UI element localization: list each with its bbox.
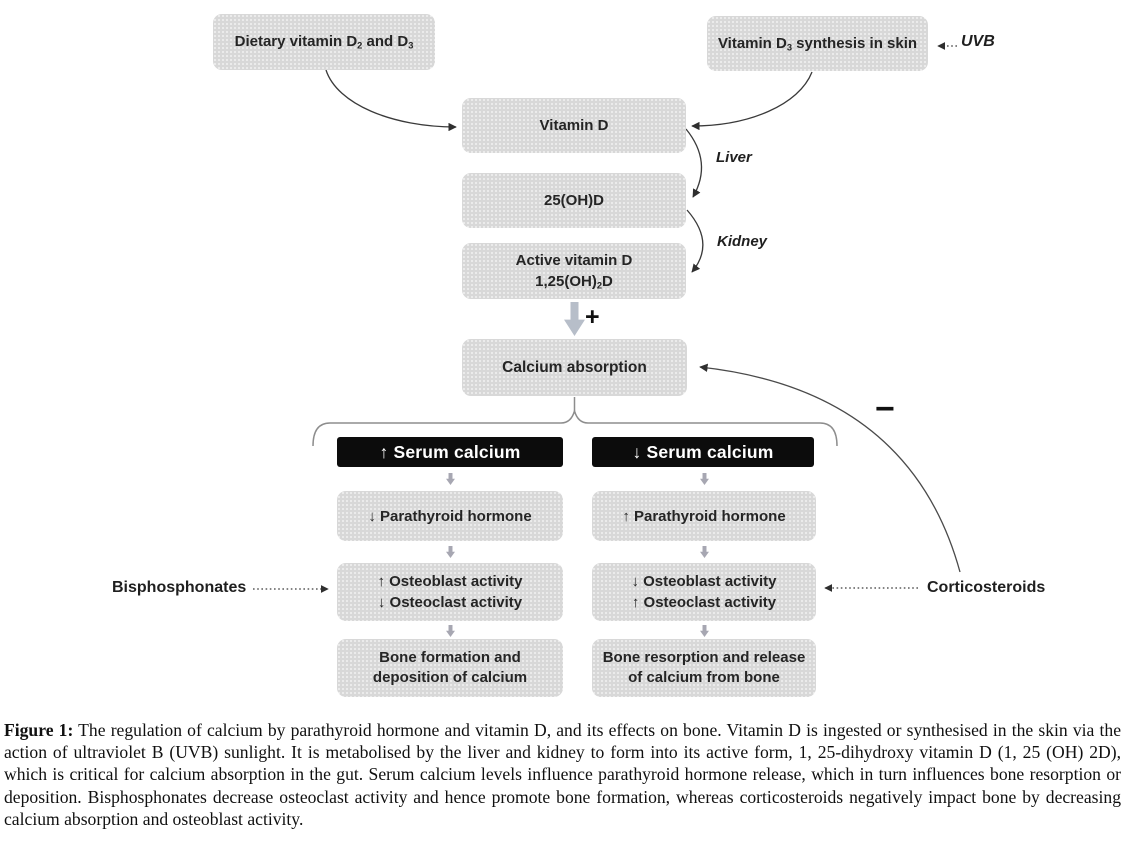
node-serum-calcium-low bbox=[592, 437, 814, 467]
arrow-negative-feedback bbox=[700, 367, 960, 572]
figure-caption-number: Figure 1: bbox=[4, 720, 74, 740]
uvb-label: UVB bbox=[961, 33, 995, 50]
osteoclast-up-label: ↑ Osteoclast activity bbox=[631, 594, 777, 611]
node-parathyroid-hormone-up bbox=[592, 491, 816, 541]
node-25ohd-label: 25(OH)D bbox=[543, 192, 604, 209]
mini-down-arrow-icon bbox=[446, 473, 455, 485]
node-dietary-vitamin-d-label: Dietary vitamin $D_2$ and $D_3$ bbox=[234, 33, 414, 51]
bisphosphonates-label: Bisphosphonates bbox=[112, 579, 247, 596]
node-bone-resorption bbox=[592, 639, 816, 697]
mini-down-arrow-icon bbox=[446, 546, 455, 558]
mini-down-arrow-icon bbox=[700, 473, 709, 485]
node-parathyroid-hormone-down bbox=[337, 491, 563, 541]
down-block-arrow-icon bbox=[564, 302, 585, 336]
node-bone-formation bbox=[337, 639, 563, 697]
node-calcium-absorption-label: Calcium absorption bbox=[502, 358, 647, 376]
node-vitamin-d3-skin-synthesis-label: Vitamin $D_3$ synthesis in skin bbox=[717, 34, 918, 53]
node-active-vitamin-d bbox=[462, 243, 686, 299]
node-serum-calcium-high bbox=[337, 437, 563, 467]
node-vitamin-d3-skin-synthesis bbox=[707, 16, 928, 71]
mini-down-arrow-icon bbox=[446, 625, 455, 637]
plus-sign: + bbox=[585, 303, 600, 331]
minus-sign: − bbox=[875, 390, 895, 428]
mini-down-arrow-icon bbox=[700, 546, 709, 558]
node-calcium-absorption bbox=[462, 339, 687, 396]
node-vitamin-d-label: Vitamin D bbox=[539, 117, 609, 134]
node-bone-formation-label: Bone formation and deposition of calcium bbox=[372, 648, 528, 686]
figure-caption bbox=[4, 719, 1121, 830]
liver-label: Liver bbox=[716, 149, 752, 166]
osteoblast-up-label: ↑ Osteoblast activity bbox=[377, 573, 523, 590]
kidney-label: Kidney bbox=[717, 233, 768, 250]
node-dietary-vitamin-d bbox=[213, 14, 435, 70]
node-serum-calcium-high-label: ↑ Serum calcium bbox=[379, 441, 521, 462]
node-osteoblast-up-osteoclast-down bbox=[337, 563, 563, 621]
arrow-kidney-conversion bbox=[687, 210, 703, 272]
node-vitamin-d bbox=[462, 98, 686, 153]
node-active-vitamin-d-line1: Active vitamin D bbox=[515, 251, 633, 269]
mini-down-arrow-icon bbox=[700, 625, 709, 637]
osteoblast-down-label: ↓ Osteoblast activity bbox=[631, 573, 777, 590]
node-osteoblast-down-osteoclast-up bbox=[592, 563, 816, 621]
osteoclast-down-label: ↓ Osteoclast activity bbox=[377, 594, 523, 611]
arrow-dietary-to-vitamind bbox=[326, 70, 456, 127]
node-parathyroid-hormone-down-label: ↓ Parathyroid hormone bbox=[368, 507, 532, 525]
corticosteroids-label: Corticosteroids bbox=[927, 579, 1046, 596]
arrow-liver-conversion bbox=[686, 129, 702, 197]
node-parathyroid-hormone-up-label: ↑ Parathyroid hormone bbox=[622, 507, 786, 525]
node-serum-calcium-low-label: ↓ Serum calcium bbox=[632, 441, 774, 462]
arrow-skin-to-vitamind bbox=[692, 72, 812, 126]
node-25ohd bbox=[462, 173, 686, 228]
figure-caption-text: The regulation of calcium by parathyroid hormone and vitamin D, and its effects on bone. Vitamin D is ingested or synthesised in the skin via the action of ultraviolet B (UVB) sunlight. It is metabolised by the liver and kidney to form into its active form, 1, 25-dihydroxy vitamin D (1, 25 (OH) 2D), which is critical for calcium absorption in the gut. Serum calcium levels influence parathyroid hormone release, which in turn influences bone resorption or deposition. Bisphosphonates decrease osteoclast activity and hence promote bone formation, whereas corticosteroids negatively impact bone by decreasing calcium absorption and osteoblast activity. bbox=[4, 720, 1122, 829]
node-active-vitamin-d-line2: $1,25(OH)_2D$ bbox=[535, 272, 613, 291]
node-bone-resorption-label: Bone resorption and release of calcium from bone bbox=[602, 648, 806, 686]
